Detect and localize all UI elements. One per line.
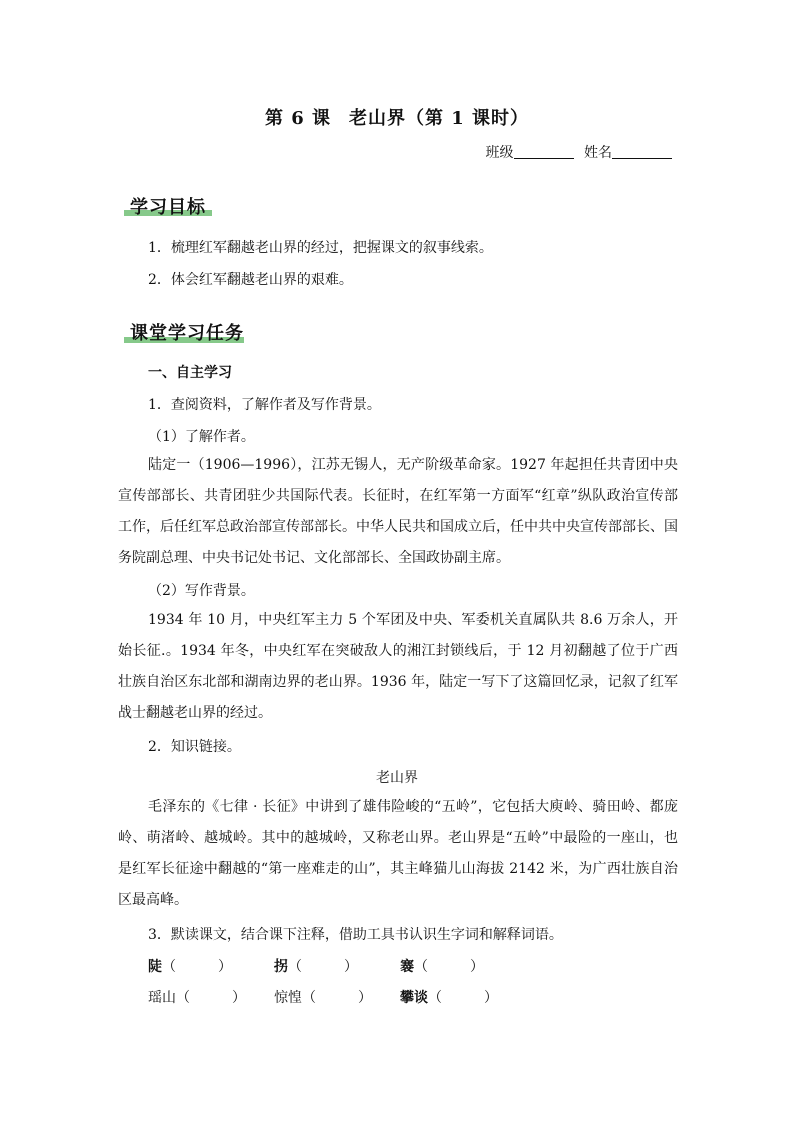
vocab-answer-blank[interactable]: （ ） (414, 959, 484, 975)
goal-item-1: 1．梳理红军翻越老山界的经过，把握课文的叙事线索。 (148, 240, 493, 256)
task-1: 1．查阅资料，了解作者及写作背景。 (148, 397, 381, 413)
knowledge-link-title: 老山界 (376, 770, 418, 786)
vocab-item: 惊惶（ ） (274, 987, 372, 1007)
name-blank[interactable] (612, 144, 672, 159)
vocab-item: 瑶山（ ） (148, 987, 246, 1007)
tasks-heading: 课堂学习任务 (130, 323, 244, 344)
task-2: 2．知识链接。 (148, 739, 241, 755)
vocab-answer-blank[interactable]: （ ） (288, 959, 358, 975)
title-lesson: 第 6 课 (264, 108, 331, 129)
task-3: 3．默读课文，结合课下注释，借助工具书认识生字词和解释词语。 (148, 927, 563, 943)
sub-task-author: （1）了解作者。 (148, 429, 255, 445)
vocab-answer-blank[interactable]: （ ） (162, 959, 232, 975)
page-title (0, 104, 794, 130)
class-label: 班级 (485, 145, 514, 161)
goal-item-2: 2．体会红军翻越老山界的艰难。 (148, 272, 353, 288)
title-text: 老山界（第 1 课时） (349, 108, 530, 129)
background-paragraph: 1934 年 10 月，中央红军主力 5 个军团及中央、军委机关直属队共 8.6 万余人，开始长征.。1934 年冬，中央红军在突破敌人的湘江封锁线后，于 12 月初翻越了位于广西壮族自治区东北部和湖南边界的老山界。1936 年，陆定一写下了这篇回忆录，记叙了红军战士翻越老山界的经过。 (118, 612, 678, 721)
vocab-item: 攀谈（ ） (400, 987, 498, 1007)
section-self-study: 一、自主学习 (148, 365, 232, 381)
vocab-answer-blank[interactable]: （ ） (176, 990, 246, 1006)
class-blank[interactable] (514, 144, 574, 159)
name-label: 姓名 (584, 145, 612, 161)
knowledge-link-paragraph: 毛泽东的《七律 · 长征》中讲到了雄伟险峻的“五岭”，它包括大庾岭、骑田岭、都庞岭、萌渚岭、越城岭。其中的越城岭，又称老山界。老山界是“五岭”中最险的一座山，也是红军长征途中翻越的“第一座难走的山”，其主峰猫儿山海拔 2142 米，为广西壮族自治区最高峰。 (118, 799, 678, 908)
sub-task-background: （2）写作背景。 (148, 583, 255, 599)
vocab-item: 褰（ ） (400, 956, 484, 976)
vocab-item: 拐（ ） (274, 956, 358, 976)
author-paragraph: 陆定一（1906—1996），江苏无锡人，无产阶级革命家。1927 年起担任共青团中央宣传部部长、共青团驻少共国际代表。长征时，在红军第一方面军“红章”纵队政治宣传部工作，后任红军总政治部宣传部部长。中华人民共和国成立后，任中共中央宣传部部长、国务院副总理、中央书记处书记、文化部部长、全国政协副主席。 (118, 457, 678, 566)
vocab-answer-blank[interactable]: （ ） (302, 990, 372, 1006)
vocab-answer-blank[interactable]: （ ） (428, 990, 498, 1006)
goals-heading: 学习目标 (130, 197, 206, 218)
vocab-item: 陡（ ） (148, 956, 232, 976)
student-info (486, 142, 672, 162)
